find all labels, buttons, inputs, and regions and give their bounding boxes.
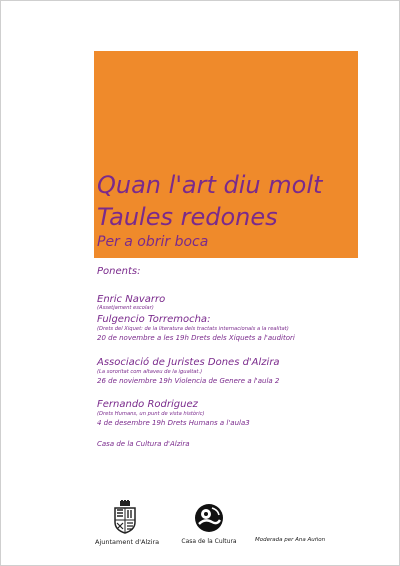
speaker-4-desc: (Drets Humans, un punt de vista històric) <box>97 411 205 417</box>
speaker-4-detail: 4 de desembre 19h Drets Humans a l'aula3 <box>97 419 250 427</box>
ponents-label: Ponents: <box>97 266 141 277</box>
casa-cultura-logo-block <box>180 502 238 546</box>
casa-cultura-label: Casa de la Cultura <box>181 538 237 545</box>
speaker-2-name: Fulgencio Torremocha: <box>97 314 211 325</box>
title-line-1: Quan l'art diu molt <box>97 171 323 199</box>
speaker-3-desc: (La sororitat com altaveu de la igualtat.) <box>97 369 203 375</box>
casa-cultura-logo-icon <box>192 502 226 534</box>
title-line-2: Taules redones <box>97 203 278 231</box>
ajuntament-label: Ajuntament d'Alzira <box>95 538 160 546</box>
moderator-credit: Moderada per Ana Auñon <box>255 537 326 543</box>
speaker-3-detail: 26 de noviembre 19h Violencia de Genere a l'aula 2 <box>97 377 280 385</box>
speaker-2-desc: (Drets del Xiquet: de la literatura dels tractats internacionals a la realitat) <box>97 326 289 332</box>
speaker-3-name: Associació de Juristes Dones d'Alzira <box>97 357 280 368</box>
speaker-1-name: Enric Navarro <box>97 294 166 305</box>
venue: Casa de la Cultura d'Alzira <box>97 440 190 448</box>
ajuntament-logo-block <box>95 500 160 546</box>
speaker-2-detail: 20 de novembre a les 19h Drets dels Xiquets a l'auditori <box>97 334 295 342</box>
speaker-4-name: Fernando Rodriguez <box>97 399 198 410</box>
ajuntament-crest-icon <box>112 500 138 534</box>
speaker-1-desc: (Assetjament escolar) <box>97 305 154 311</box>
subtitle: Per a obrir boca <box>97 234 209 250</box>
